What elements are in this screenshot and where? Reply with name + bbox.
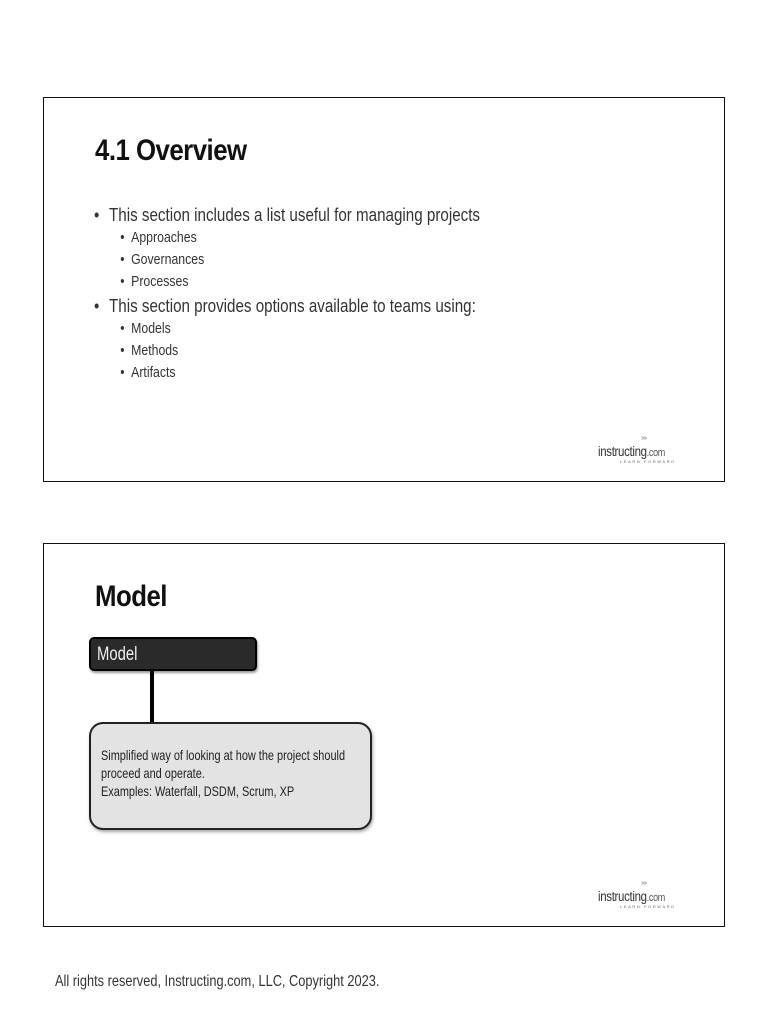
bullet-list — [94, 202, 480, 384]
sub-bullet-item: • Approaches — [120, 227, 480, 249]
sub-bullet-item: • Methods — [120, 340, 480, 362]
logo-tagline: LEARN FORWARD — [620, 459, 676, 464]
bullet-item — [94, 293, 480, 384]
model-box-label: Model — [97, 644, 138, 665]
connector-line — [150, 671, 154, 724]
copyright-footer: All rights reserved, Instructing.com, LLC, Copyright 2023. — [55, 973, 380, 990]
description-text: Simplified way of looking at how the project should proceed and operate. Examples: Waterfall, DSDM, Scrum, XP — [101, 747, 346, 799]
logo-arrows-icon: ›››› — [641, 880, 647, 887]
instructing-logo — [598, 880, 678, 914]
sub-bullet-item: • Processes — [120, 271, 480, 293]
sub-bullet-item: • Models — [120, 318, 480, 340]
slide-title: 4.1 Overview — [95, 134, 247, 167]
instructing-logo — [598, 435, 678, 469]
sub-bullet-list — [94, 318, 480, 384]
sub-bullet-list — [94, 227, 480, 293]
logo-suffix: .com — [646, 892, 665, 904]
sub-bullet-item: • Artifacts — [120, 362, 480, 384]
logo-word: instructing — [598, 443, 647, 459]
slide-model — [43, 543, 725, 927]
logo-wordmark — [598, 443, 665, 459]
logo-tagline: LEARN FORWARD — [620, 904, 676, 909]
slide-title: Model — [95, 580, 167, 613]
logo-suffix: .com — [646, 447, 665, 459]
sub-bullet-item: • Governances — [120, 249, 480, 271]
description-callout — [89, 722, 372, 830]
bullet-text: This section provides options available to teams using: — [109, 295, 476, 316]
bullet-text: This section includes a list useful for managing projects — [109, 204, 481, 225]
model-box — [89, 637, 257, 671]
bullet-item — [94, 202, 480, 293]
logo-wordmark — [598, 888, 665, 904]
slide-overview — [43, 97, 725, 482]
logo-word: instructing — [598, 888, 647, 904]
logo-arrows-icon: ›››› — [641, 435, 647, 442]
